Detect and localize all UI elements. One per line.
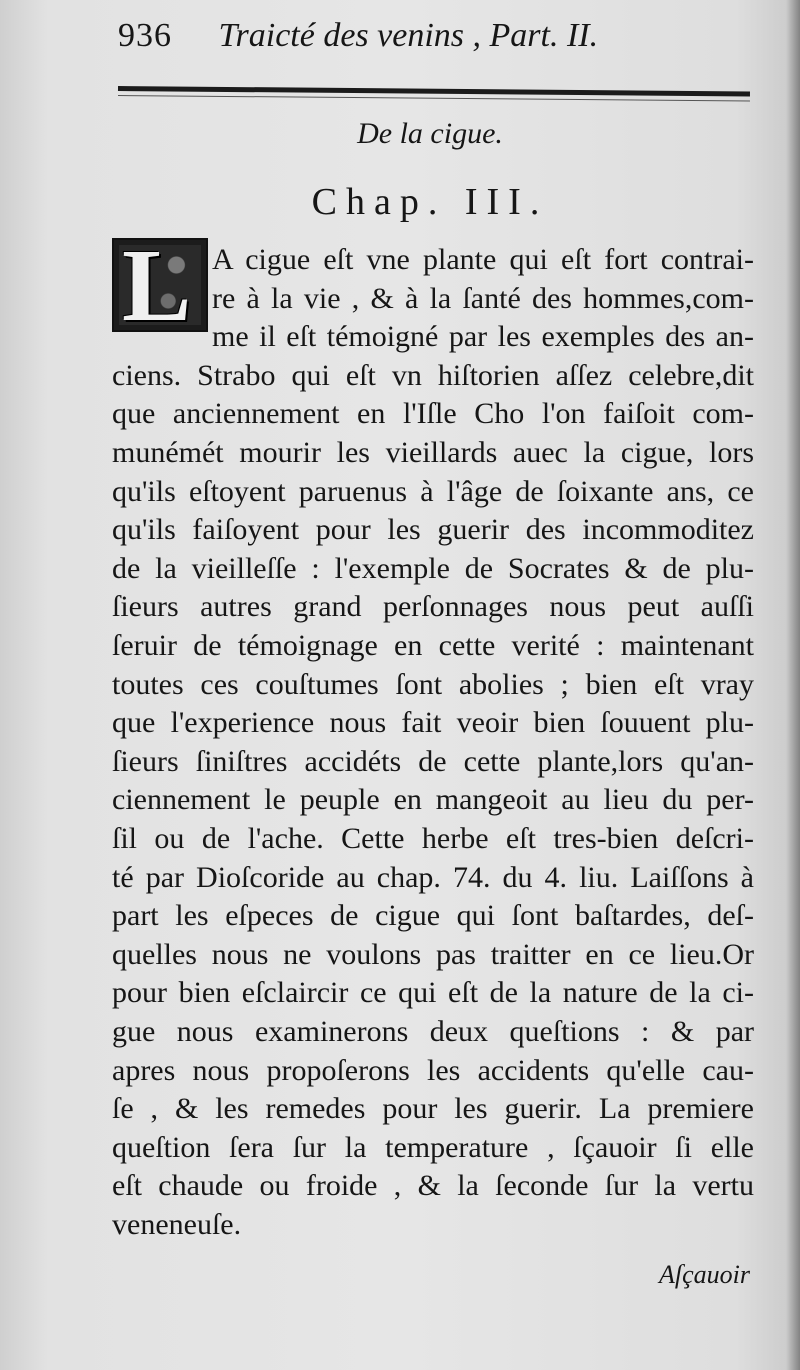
body-text-line: ſieurs ſiniſtres accidéts de cette plante,lors qu'an-	[112, 744, 754, 778]
running-head	[118, 14, 758, 58]
catchword: Aſçauoir	[659, 1260, 750, 1289]
body-text-line: veneneuſe.	[112, 1208, 242, 1241]
body-text-line: qu'ils faiſoyent pour les guerir des incommoditez	[112, 513, 754, 547]
body-text-line: A cigue eſt vne plante qui eſt fort contrai-	[212, 243, 754, 276]
body-text-line: ſeruir de témoignage en cette verité : maintenant	[112, 629, 754, 662]
body-text-line: re à la vie , & à la ſanté des hommes,com-	[212, 281, 754, 315]
ornamental-dropcap	[112, 228, 208, 343]
body-text-line: gue nous examinerons deux queſtions : & par	[112, 1015, 754, 1048]
section-title: De la cigue.	[357, 117, 503, 150]
body-text-line: ciennement le peuple en mangeoit au lieu du per-	[112, 783, 754, 817]
chapter-heading: Chap. III.	[311, 181, 549, 223]
body-text-line: ciens. Strabo qui eſt vn hiſtorien aſſez celebre,dit	[112, 358, 754, 392]
body-text-line: té par Dioſcoride au chap. 74. du 4. liu. Laiſſons à	[112, 860, 754, 894]
body-text-line: queſtion ſera ſur la temperature , ſçauoir ſi elle	[112, 1130, 754, 1164]
body-text-line: ſieurs autres grand perſonnages nous peut auſſi	[112, 590, 754, 624]
body-text-line: munémét mourir les vieillards auec la cigue, lors	[112, 436, 754, 469]
body-text-line: me il eſt témoigné par les exemples des an-	[212, 320, 754, 354]
header-rule-thin	[118, 95, 750, 102]
body-text-line: ſe , & les remedes pour les guerir. La premiere	[112, 1092, 754, 1126]
body-text-line: de la vieilleſſe : l'exemple de Socrates & de plu-	[112, 551, 754, 585]
body-text-line: part les eſpeces de cigue qui ſont baſtardes, deſ-	[112, 899, 754, 933]
body-text-line: eſt chaude ou froide , & la ſeconde ſur la vertu	[112, 1169, 754, 1203]
body-text-line: qu'ils eſtoyent paruenus à l'âge de ſoixante ans, ce	[112, 474, 754, 508]
body-text-line: que l'experience nous fait veoir bien ſouuent plu-	[112, 706, 754, 740]
running-title: Traicté des venins , Part. II.	[218, 17, 599, 54]
body-text-line: toutes ces couſtumes ſont abolies ; bien eſt vray	[112, 667, 754, 701]
body-text-line: pour bien eſclaircir ce qui eſt de la nature de la ci-	[112, 976, 754, 1010]
body-text-line: que anciennement en l'Iſle Cho l'on faiſoit com-	[112, 397, 754, 431]
page-number: 936	[118, 17, 172, 54]
body-text-line: quelles nous ne voulons pas traitter en ce lieu.Or	[112, 937, 754, 971]
dropcap-letter: L	[122, 228, 192, 343]
body-text-line: apres nous propoſerons les accidents qu'elle cau-	[112, 1053, 754, 1087]
page-edge-shadow	[786, 0, 800, 1370]
body-text-line: ſil ou de l'ache. Cette herbe eſt tres-bien deſcri-	[112, 822, 754, 855]
